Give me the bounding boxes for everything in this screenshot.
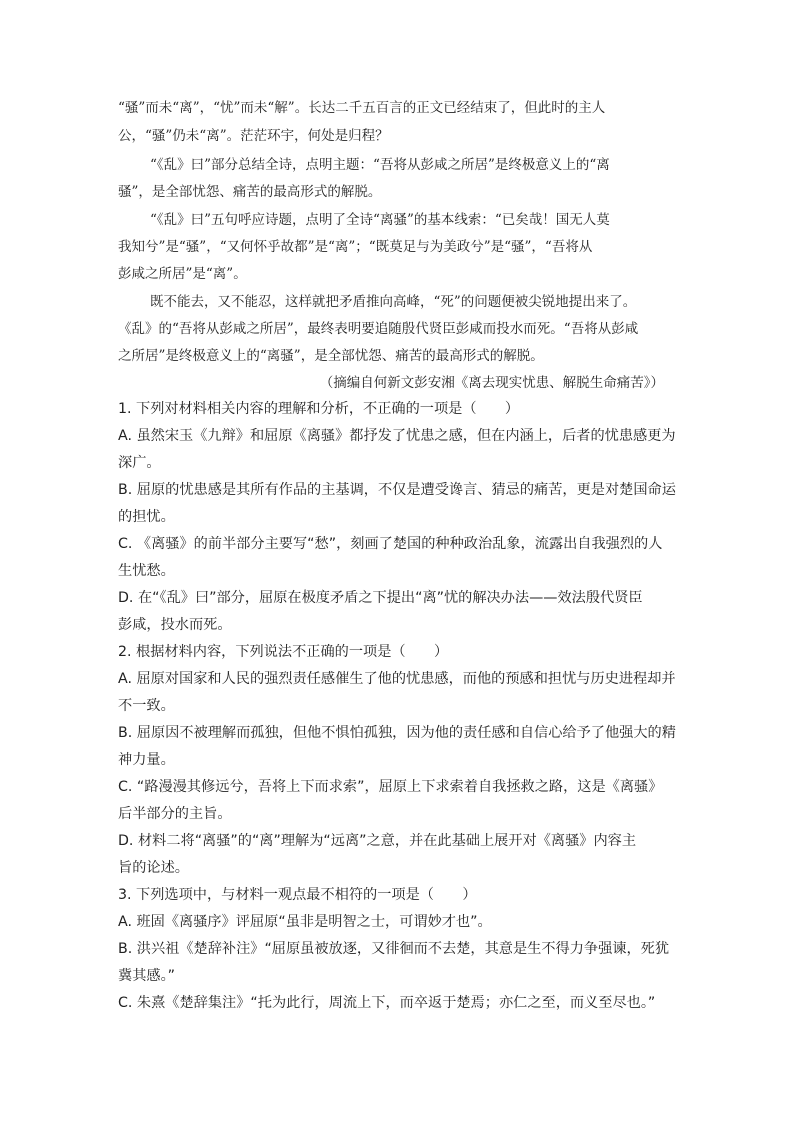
option-line: 生忧愁。 [118,563,175,579]
passage-line: 彭咸之所居”是“离”。 [118,266,247,282]
option-line: 后半部分的主旨。 [118,806,232,822]
option-line: B. 屈原因不被理解而孤独，但他不惧怕孤独，因为他的责任感和自信心给予了他强大的精 [118,725,676,741]
option-line: 的担忧。 [118,509,175,525]
option-line: 彭咸，投水而死。 [118,617,232,633]
question-title: 1. 下列对材料相关内容的理解和分析，不正确的一项是（ ） [118,401,520,417]
option-line: D. 材料二将“离骚”的“离”理解为“远离”之意，并在此基础上展开对《离骚》内容主 [118,833,637,849]
question-title: 3. 下列选项中，与材料一观点最不相符的一项是（ ） [118,887,477,903]
option-line: C. 朱熹《楚辞集注》“托为此行，周流上下，而卒返于楚焉；亦仁之至，而义至尽也。” [118,995,656,1011]
option-line: B. 屈原的忧患感是其所有作品的主基调，不仅是遭受谗言、猜忌的痛苦，更是对楚国命运 [118,482,676,498]
option-line: C. “路漫漫其修远兮，吾将上下而求索”，屈原上下求索着自我拯救之路，这是《离骚》 [118,779,663,795]
option-line: 旨的论述。 [118,860,189,876]
option-line: 冀其感。” [118,968,176,984]
passage-line: 《乱》的“吾将从彭咸之所居”，最终表明要追随殷代贤臣彭咸而投水而死。“吾将从彭咸 [118,321,639,337]
option-line: A. 班固《离骚序》评屈原“虽非是明智之士，可谓妙才也”。 [118,914,492,930]
passage-line: “《乱》曰”部分总结全诗，点明主题：“吾将从彭咸之所居”是终极意义上的“离 [150,157,610,173]
passage-line: 骚”，是全部忧怨、痛苦的最高形式的解脱。 [118,184,382,200]
option-line: D. 在“《乱》曰”部分，屈原在极度矛盾之下提出“离”忧的解决办法——效法殷代贤臣 [118,590,643,606]
citation: （摘编自何新文彭安湘《离去现实忧患、解脱生命痛苦》） [319,375,664,391]
option-line: A. 屈原对国家和人民的强烈责任感催生了他的忧患感，而他的预感和担忧与历史进程却并 [118,671,676,687]
passage-line: 之所居”是终极意义上的“离骚”，是全部忧怨、痛苦的最高形式的解脱。 [118,348,544,364]
passage-line: 既不能去，又不能忍，这样就把矛盾推向高峰，“死”的问题便被尖锐地提出来了。 [150,294,637,310]
option-line: 深广。 [118,455,161,471]
passage-line: “骚”而未“离”，“忧”而未“解”。长达二千五百言的正文已经结束了，但此时的主人 [118,100,606,116]
option-line: C. 《离骚》的前半部分主要写“愁”，刻画了楚国的种种政治乱象，流露出自我强烈的人 [118,536,663,552]
option-line: 不一致。 [118,698,175,714]
passage-line: 公，“骚”仍未“离”。茫茫环宇，何处是归程？ [118,128,389,144]
option-line: 神力量。 [118,752,175,768]
passage-line: 我知兮”是“骚”，“又何怀乎故都”是“离”；“既莫足与为美政兮”是“骚”，“吾将从 [118,239,593,255]
option-line: B. 洪兴祖《楚辞补注》“屈原虽被放逐，又徘徊而不去楚，其意是生不得力争强谏，死犹 [118,941,670,957]
option-line: A. 虽然宋玉《九辩》和屈原《离骚》都抒发了忧患之感，但在内涵上，后者的忧患感更为 [118,428,676,444]
question-title: 2. 根据材料内容，下列说法不正确的一项是（ ） [118,644,449,660]
passage-line: “《乱》曰”五句呼应诗题，点明了全诗“离骚”的基本线索：“已矣哉！国无人莫 [150,212,610,228]
